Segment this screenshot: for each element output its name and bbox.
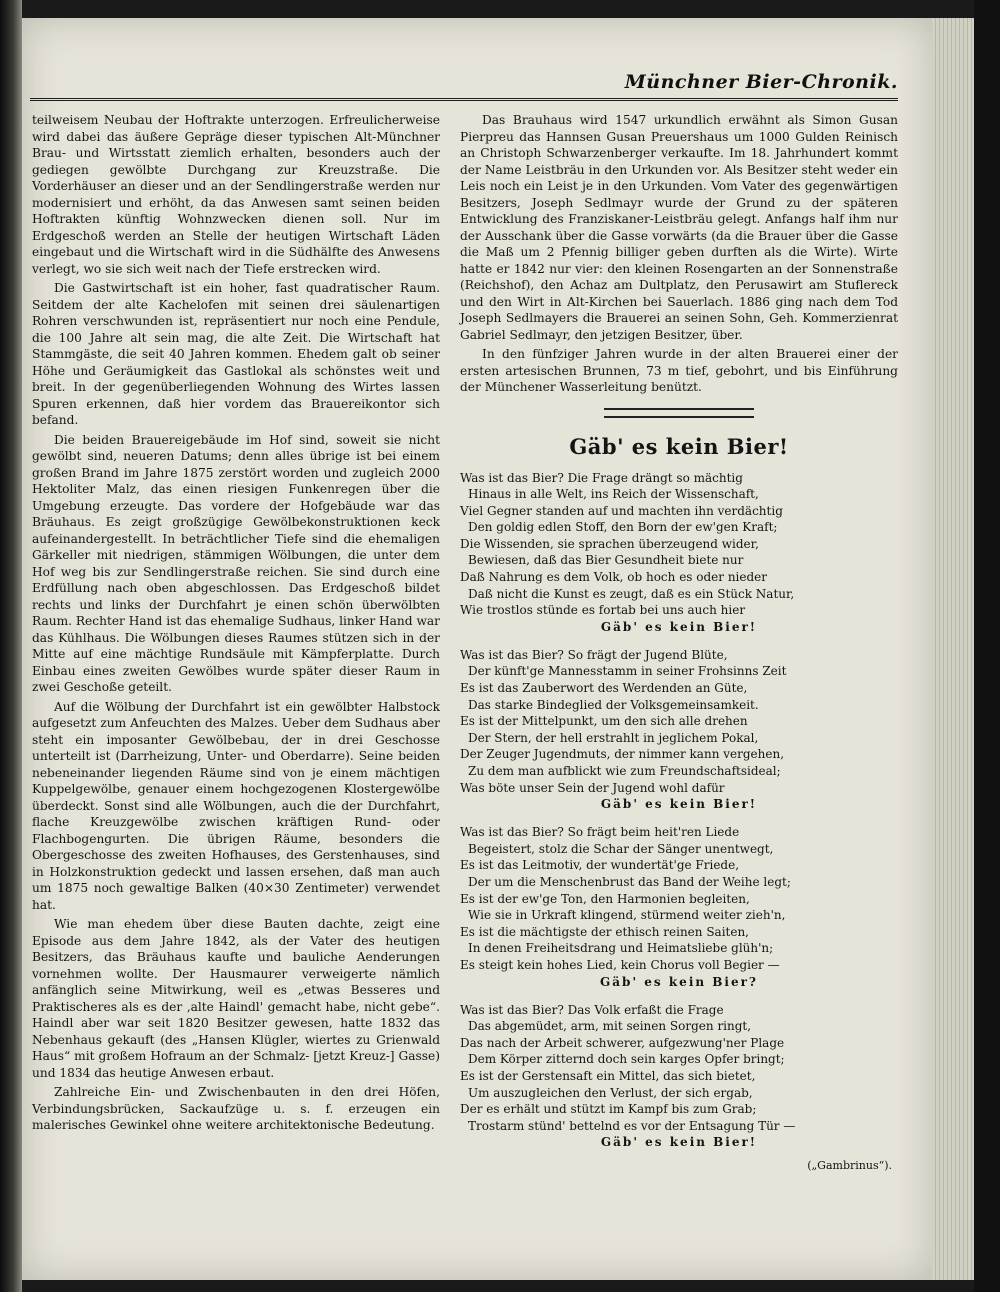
running-header [30, 60, 898, 101]
poem-line: Was ist das Bier? Das Volk erfaßt die Frage [460, 1002, 724, 1017]
left-paragraph-3: Die beiden Brauereigebäude im Hof sind, soweit sie nicht gewölbt sind, neueren Datums; denn alles übrige ist bei einem großen Brand im Jahre 1875 zerstört worden und zugleich 2000 Hektoliter Malz, das einen riesigen Funkenregen über die Umgebung erzeugte. Das vordere der Hofgebäude war das Bräuhaus. Es zeigt großzügige Gewölbekonstruktionen keck aufeinandergestellt. In beträchtlicher Tiefe sind die ehemaligen Gärkeller mit niedrigen, stämmigen Wölbungen, die unter dem Hof weg bis zur Sendlingerstraße reichen. Sie sind durch eine Erdfüllung nach oben abgeschlossen. Das Erdgeschoß bildet rechts und links der Durchfahrt je einen schön überwölbten Raum. Rechter Hand ist das ehemalige Sudhaus, linker Hand war das Kühlhaus. Die Wölbungen dieses Raumes stützen sich in der Mitte auf eine mächtige Rundsäule mit Kämpferplatte. Durch Einbau eines zweiten Gewölbes wurde später dieser Raum in zwei Geschoße geteilt. [32, 432, 440, 694]
poem-line: Das starke Bindeglied der Volksgemeinsamkeit. [468, 697, 759, 712]
poem-line: Wie trostlos stünde es fortab bei uns auch hier [460, 603, 746, 618]
poem-refrain: Gäb' es kein Bier! [600, 797, 758, 812]
left-column [32, 112, 440, 1137]
poem-line: Es ist die mächtigste der ethisch reinen Saiten, [460, 924, 749, 939]
poem-line: In denen Freiheitsdrang und Heimatsliebe glüh'n; [468, 941, 774, 956]
poem-refrain: Gäb' es kein Bier! [600, 1135, 758, 1150]
poem-line: Es ist der ew'ge Ton, den Harmonien begleiten, [460, 891, 750, 906]
left-paragraph-6: Zahlreiche Ein- und Zwischenbauten in den drei Höfen, Verbindungsbrücken, Sackaufzüge u. s. f. erzeugen ein malerisches Gewinkel ohne weitere architektonische Bedeutung. [32, 1085, 440, 1132]
left-paragraph-1: teilweisem Neubau der Hoftrakte unterzogen. Erfreulicherweise wird dabei das äußere Gepräge dieser typischen Alt-Münchner Brau- und Wirtsstatt ziemlich erhalten, besonders auch der gediegen gewölbte Durchgang zur Kreuzstraße. Die Vorderhäuser an dieser und an der Sendlingerstraße werden nur modernisiert und erhöht, da das Anwesen samt seinen beiden Hoftrakten künftig Wohnzwecken dienen soll. Nur im Erdgeschoß werden an Stelle der heutigen Wirtschaft Läden eingebaut und die Wirtschaft wird in die Südhälfte des Anwesens verlegt, wo sie sich weit nach der Tiefe erstrecken wird. [32, 113, 440, 276]
scan-background-right [974, 0, 1000, 1292]
left-paragraph-2: Die Gastwirtschaft ist ein hoher, fast quadratischer Raum. Seitdem der alte Kachelofen mit seinen drei säulenartigen Rohren verschwunden ist, repräsentiert nur noch eine Pendule, die 100 Jahre alt sein mag, die alte Zeit. Die Wirtschaft hat Stammgäste, die seit 40 Jahren kommen. Ehedem galt ob seiner Höhe und Geräumigkeit das Gastlokal als schönstes weit und breit. In der gegenüberliegenden Wohnung des Wirtes lassen Spuren erkennen, daß hier vordem das Brauereikontor sich befand. [32, 281, 440, 427]
right-paragraph-1: Das Brauhaus wird 1547 urkundlich erwähnt als Simon Gusan Pierpreu das Hannsen Gusan Preuershaus um 1000 Gulden Reinisch an Christoph Schwarzenberger verkaufte. Im 18. Jahrhundert kommt der Name Leistbräu in den Urkunden vor. Als Besitzer steht weder ein Leis noch ein Leist je in den Urkunden. Vom Vater des gegenwärtigen Besitzers, Joseph Sedlmayr wurde der Grund zu der späteren Entwicklung des Franziskaner-Leistbräu gelegt. Anfangs half ihm nur der Ausschank über die Gasse vorwärts (da die Brauer über die Gasse die Maß um 2 Pfennig billiger geben durften als die Wirte). Wirte hatte er 1842 nur vier: den kleinen Rosengarten an der Sonnenstraße (Reichshof), den Achaz am Dultplatz, den Perusawirt am Stuflereck und den Wirt in Alt-Kirchen bei Sauerlach. 1886 ging nach dem Tod Joseph Sedlmayers die Brauerei an seinen Sohn, Geh. Kommerzienrat Gabriel Sedlmayr, den jetzigen Besitzer, über. [460, 113, 898, 342]
poem-line: Der es erhält und stützt im Kampf bis zum Grab; [460, 1102, 757, 1117]
poem-line: Um auszugleichen den Verlust, der sich ergab, [468, 1085, 753, 1100]
poem-line: Die Wissenden, sie sprachen überzeugend wider, [460, 536, 759, 551]
poem-line: Es ist das Leitmotiv, der wundertät'ge Friede, [460, 858, 740, 873]
poem-refrain: Gäb' es kein Bier? [600, 974, 758, 989]
poem-line: Es steigt kein hohes Lied, kein Chorus voll Begier — [460, 957, 780, 972]
poem-line: Daß Nahrung es dem Volk, ob hoch es oder nieder [460, 570, 768, 585]
poem-line: Der künft'ge Mannesstamm in seiner Frohsinns Zeit [468, 664, 787, 679]
poem-line: Hinaus in alle Welt, ins Reich der Wissenschaft, [468, 487, 759, 502]
section-divider [604, 408, 754, 418]
poem-line: Es ist das Zauberwort des Werdenden an Güte, [460, 681, 748, 696]
poem-title: Gäb' es kein Bier! [569, 433, 789, 459]
adjacent-page-edge [0, 0, 22, 1292]
poem-stanza-2 [460, 647, 898, 813]
poem-line: Begeistert, stolz die Schar der Sänger unentwegt, [468, 841, 774, 856]
poem-line: Den goldig edlen Stoff, den Born der ew'gen Kraft; [468, 520, 778, 535]
poem-line: Was ist das Bier? Die Frage drängt so mächtig [460, 470, 743, 485]
poem-line: Das nach der Arbeit schwerer, aufgezwung'ner Plage [460, 1035, 785, 1050]
poem-line: Was ist das Bier? So frägt der Jugend Blüte, [460, 647, 728, 662]
poem-line: Was ist das Bier? So frägt beim heit'ren Liede [460, 825, 740, 840]
right-column [460, 112, 898, 1175]
poem-stanza-4 [460, 1002, 898, 1152]
poem-line: Trostarm stünd' bettelnd es vor der Entsagung Tür — [468, 1118, 796, 1133]
poem-stanza-1 [460, 470, 898, 636]
poem-line: Der um die Menschenbrust das Band der Weihe legt; [468, 874, 791, 889]
poem-refrain: Gäb' es kein Bier! [600, 619, 758, 634]
left-paragraph-4: Auf die Wölbung der Durchfahrt ist ein gewölbter Halbstock aufgesetzt zum Anfeuchten des Malzes. Ueber dem Sudhaus aber steht ein imposanter Gewölbebau, der in drei Geschosse unterteilt ist (Darrheizung, Unter- und Oberdarre). Seine beiden nebeneinander liegenden Räume sind von je einem mächtigen Kuppelgewölbe, genauer einem hochgezogenen Klostergewölbe überdeckt. Sonst sind alle Wölbungen, auch die der Durchfahrt, flache Kreuzgewölbe zwischen kräftigen Rund- oder Flachbogengurten. Die übrigen Räume, besonders die Obergeschosse des zweiten Hofhauses, des Gerstenhauses, sind in Holzkonstruktion gedeckt und lassen ersehen, daß man auch um 1875 noch gewaltige Balken (40×30 Zentimeter) verwendet hat. [32, 699, 440, 912]
poem-line: Der Stern, der hell erstrahlt in jeglichem Pokal, [468, 730, 759, 745]
poem-line: Es ist der Mittelpunkt, um den sich alle drehen [460, 714, 748, 729]
poem-line: Es ist der Gerstensaft ein Mittel, das sich bietet, [460, 1068, 756, 1083]
poem-line: Viel Gegner standen auf und machten ihn verdächtig [460, 503, 783, 518]
poem-stanza-3 [460, 824, 898, 990]
poem-line: Daß nicht die Kunst es zeugt, daß es ein Stück Natur, [468, 586, 795, 601]
poem-line: Wie sie in Urkraft klingend, stürmend weiter zieh'n, [468, 908, 786, 923]
poem-line: Das abgemüdet, arm, mit seinen Sorgen ringt, [468, 1019, 752, 1034]
right-paragraph-2: In den fünfziger Jahren wurde in der alten Brauerei einer der ersten artesischen Brunnen, 73 m tief, gebohrt, und bis Einführung der Münchener Wasserleitung benützt. [460, 347, 898, 394]
poem-line: Zu dem man aufblickt wie zum Freundschaftsideal; [468, 764, 781, 778]
poem-line: Was böte unser Sein der Jugend wohl dafür [460, 780, 725, 795]
poem-source: („Gambrinus“). [807, 1159, 892, 1173]
poem-line: Der Zeuger Jugendmuts, der nimmer kann vergehen, [460, 747, 785, 762]
left-paragraph-5: Wie man ehedem über diese Bauten dachte, zeigt eine Episode aus dem Jahre 1842, als der Vater des heutigen Besitzers, das Bräuhaus kaufte und bauliche Aenderungen vornehmen wollte. Der Hausmaurer verweigerte nämlich anfänglich seine Mitwirkung, weil es „etwas Besseres und Praktischeres als es der ‚alte Haindl' gemacht habe, nicht gebe“. Haindl aber war seit 1820 Besitzer gewesen, hatte 1832 das Nebenhaus gekauft (des „Hansen Klügler, wiertes zu Grienwald Haus“ mit großem Hofraum an der Schmalz- [jetzt Kreuz-] Gasse) und 1834 das heutige Anwesen erbaut. [32, 917, 440, 1080]
poem-line: Bewiesen, daß das Bier Gesundheit biete nur [468, 553, 744, 568]
poem-line: Dem Körper zitternd doch sein karges Opfer bringt; [468, 1052, 785, 1067]
header-title: Münchner Bier-Chronik. [624, 71, 898, 93]
page-stack-edge [932, 18, 974, 1280]
